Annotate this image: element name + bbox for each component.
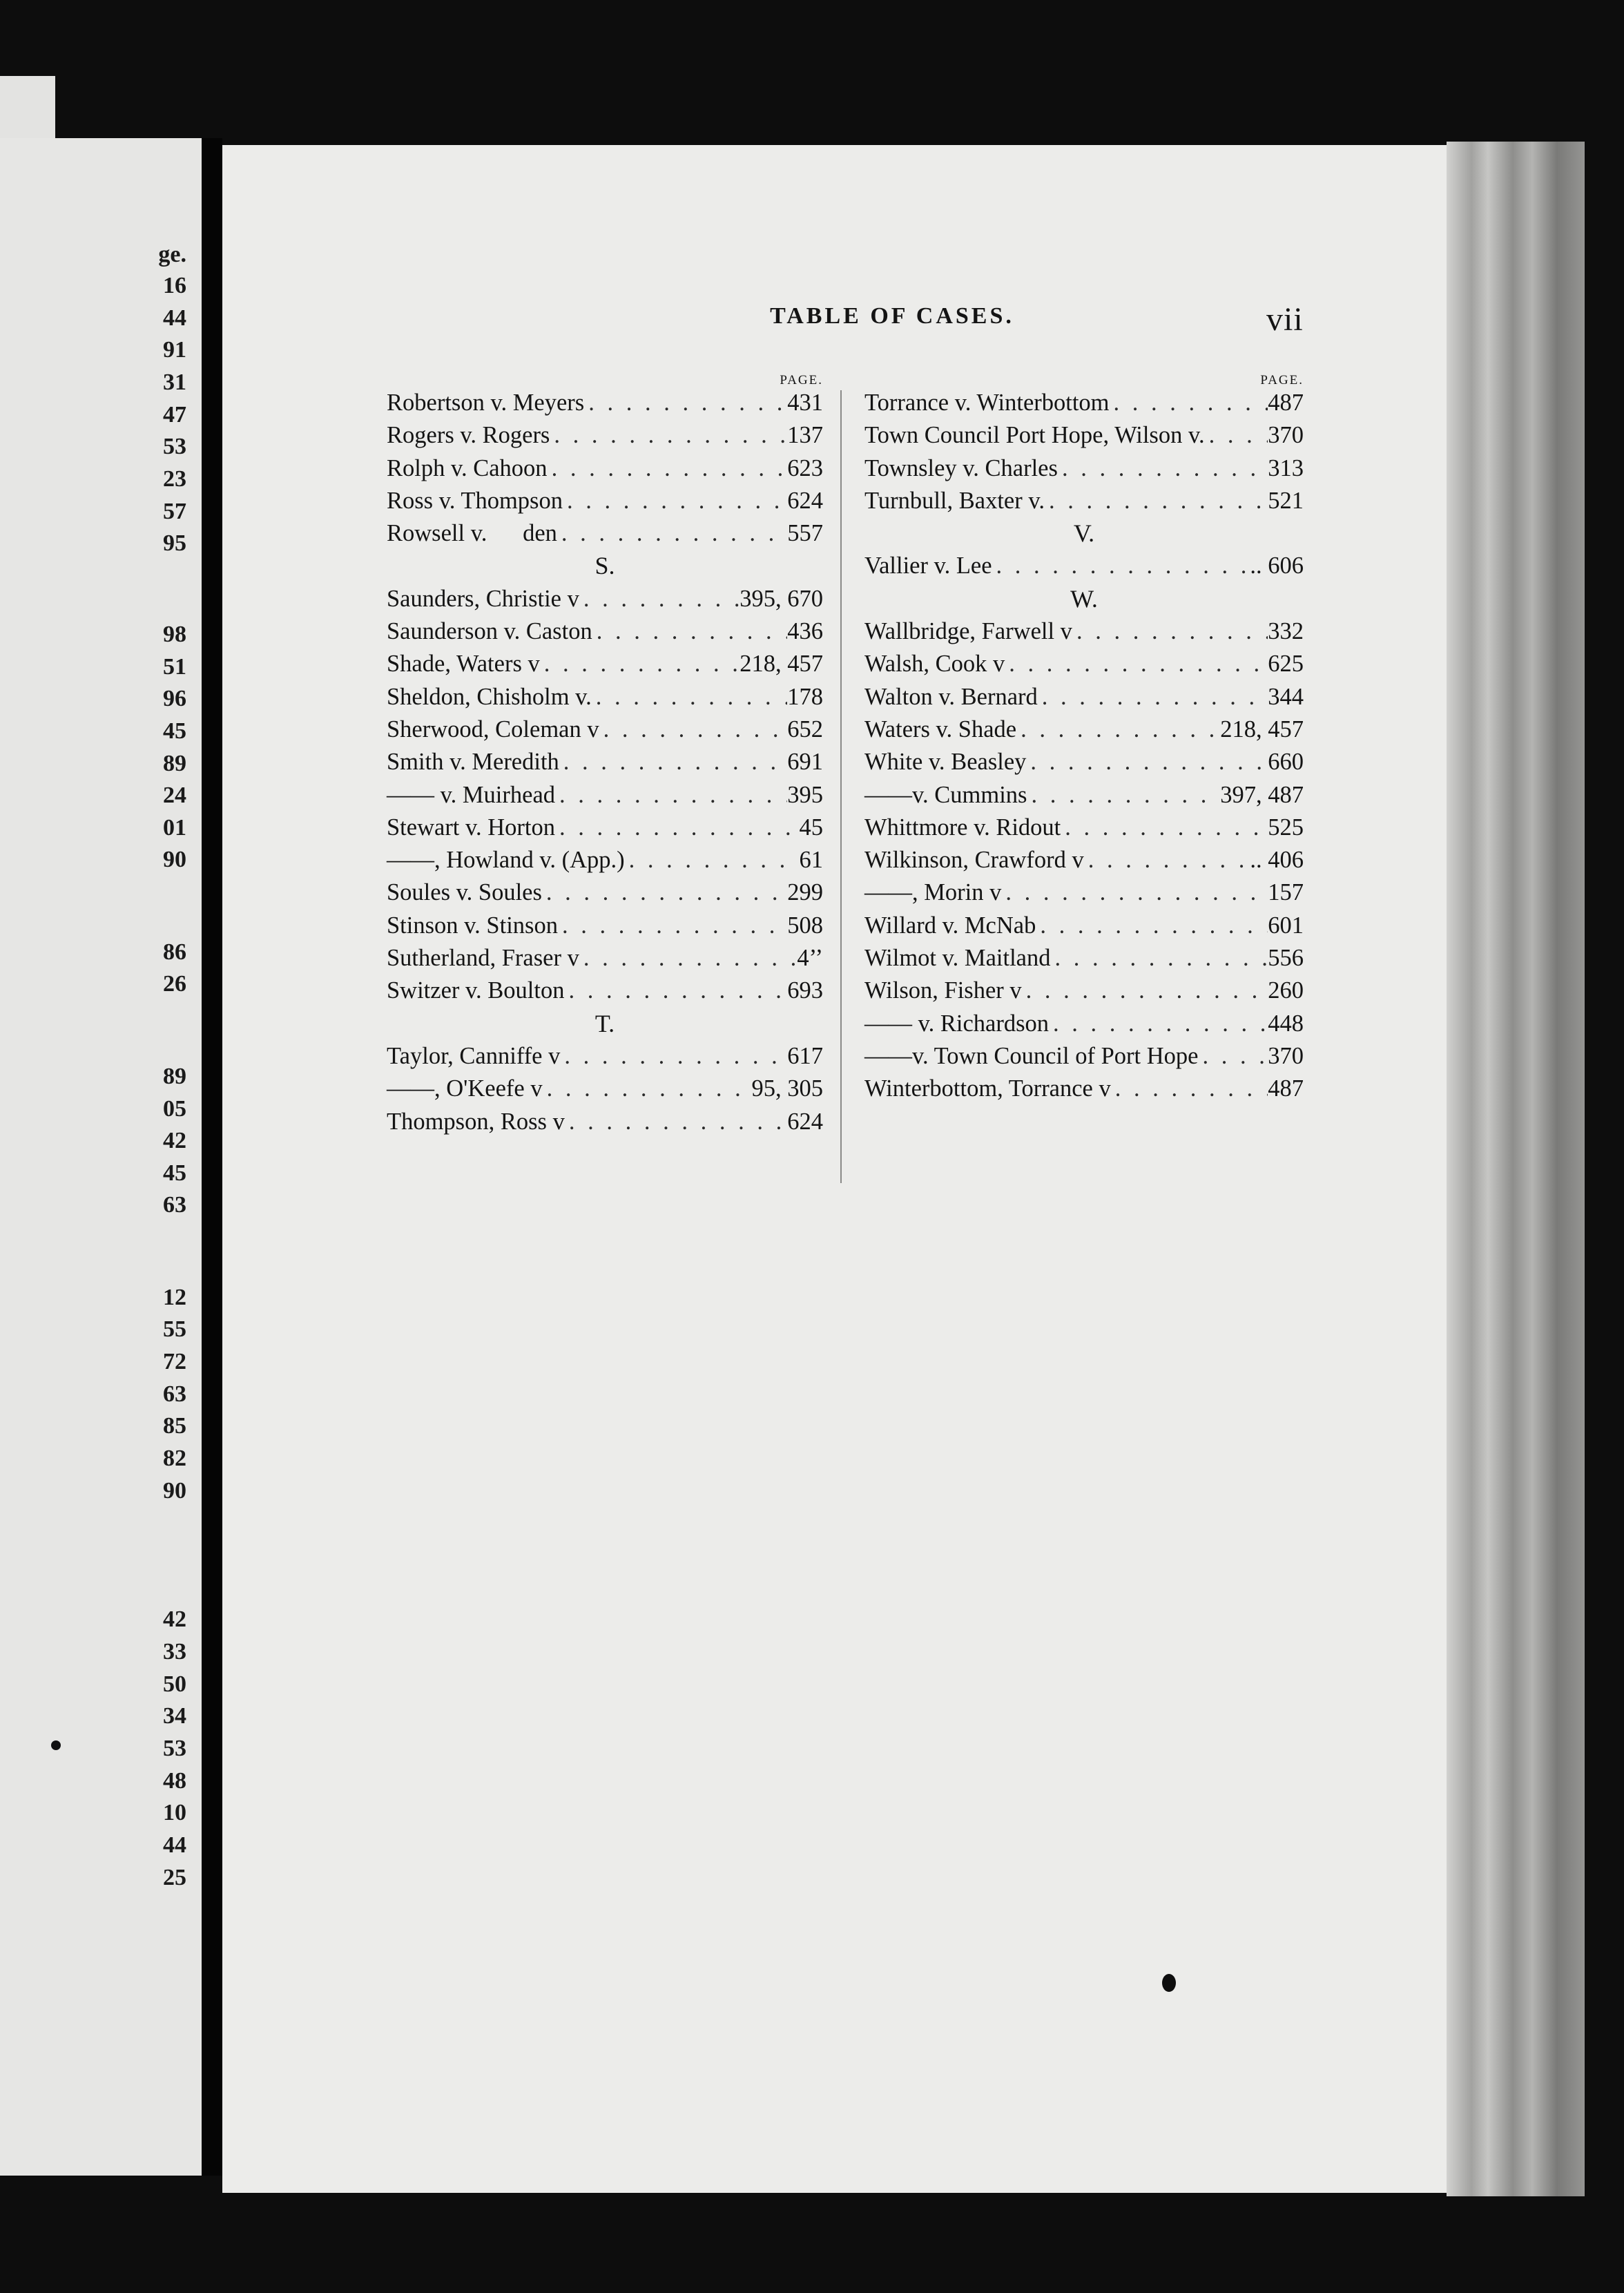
case-entry xyxy=(864,746,1304,778)
page-number: 45 xyxy=(799,814,823,841)
case-entry xyxy=(864,681,1304,713)
case-name: Whittmore v. Ridout xyxy=(864,814,1061,841)
dot-leader xyxy=(557,517,787,550)
case-entry xyxy=(387,1106,823,1138)
dot-leader xyxy=(1110,387,1268,419)
case-name: Robertson v. Meyers xyxy=(387,390,585,416)
facing-page-number: 25 xyxy=(163,1865,186,1890)
page-number: 332 xyxy=(1268,618,1304,645)
case-entry xyxy=(387,779,823,812)
dot-leader xyxy=(992,550,1250,582)
facing-page-number: 48 xyxy=(163,1768,186,1794)
case-entry xyxy=(864,419,1304,452)
facing-page-number: 96 xyxy=(163,686,186,711)
page-number: 218, 457 xyxy=(1220,716,1304,742)
page-number: 693 xyxy=(787,977,823,1004)
facing-page-number: 42 xyxy=(163,1128,186,1153)
dot-leader xyxy=(1016,713,1220,746)
case-entry xyxy=(387,517,823,550)
dot-leader xyxy=(564,975,787,1007)
section-letter: T. xyxy=(594,1009,615,1037)
page-number: 370 xyxy=(1268,1042,1304,1069)
case-name: ——, Howland v. (App.) xyxy=(387,847,625,874)
case-name: Wallbridge, Farwell v xyxy=(864,618,1072,645)
page-number: 525 xyxy=(1268,814,1304,841)
case-entry xyxy=(864,713,1304,746)
dot-leader xyxy=(625,844,800,876)
dot-leader xyxy=(1072,615,1268,648)
case-entry xyxy=(864,910,1304,942)
case-name: ——, Morin v xyxy=(864,879,1002,906)
page-number: 601 xyxy=(1268,912,1304,939)
column-rule xyxy=(840,390,842,1183)
facing-page xyxy=(0,138,202,2176)
page-number: 487 xyxy=(1268,390,1304,416)
case-name: Shade, Waters v xyxy=(387,651,540,678)
page-number: 624 xyxy=(787,1108,823,1135)
case-entry xyxy=(864,648,1304,680)
case-name: Wilmot v. Maitland xyxy=(864,945,1051,972)
page-number: 521 xyxy=(1268,487,1304,514)
section-letter: W. xyxy=(1070,584,1098,613)
facing-page-number: 82 xyxy=(163,1446,186,1471)
page-number: 313 xyxy=(1268,454,1304,481)
dot-leader xyxy=(1022,975,1268,1007)
page-number: 652 xyxy=(787,716,823,742)
dot-leader xyxy=(548,452,788,485)
facing-page-number: 42 xyxy=(163,1606,186,1632)
page-number: 625 xyxy=(1268,651,1304,678)
case-name: Saunders, Christie v xyxy=(387,585,579,612)
case-entry xyxy=(864,452,1304,485)
case-entry xyxy=(864,485,1304,517)
dot-leader xyxy=(1026,746,1268,778)
dot-leader xyxy=(550,419,787,452)
page-number: 95, 305 xyxy=(751,1075,823,1102)
case-name: —— v. Richardson xyxy=(864,1010,1050,1037)
facing-page-number: 50 xyxy=(163,1671,186,1697)
facing-page-number: 98 xyxy=(163,622,186,647)
case-name: Wilkinson, Crawford v xyxy=(864,847,1084,874)
facing-page-number: 33 xyxy=(163,1639,186,1664)
section-letter: S. xyxy=(594,552,615,580)
facing-page-number: 44 xyxy=(163,1832,186,1858)
dot-leader xyxy=(592,681,787,713)
facing-page-number: 45 xyxy=(163,718,186,744)
page-number: 660 xyxy=(1268,749,1304,776)
dot-leader xyxy=(1049,1008,1268,1040)
facing-page-number: 55 xyxy=(163,1316,186,1342)
case-name: Torrance v. Winterbottom xyxy=(864,390,1110,416)
page-number: 691 xyxy=(787,749,823,776)
case-name: —— v. Muirhead xyxy=(387,781,556,808)
dot-leader xyxy=(1111,1073,1268,1105)
case-name: Stewart v. Horton xyxy=(387,814,556,841)
facing-page-number: ge. xyxy=(158,242,186,267)
facing-page-number: 86 xyxy=(163,939,186,965)
page-column-header: PAGE. xyxy=(1260,373,1304,387)
case-name: Sheldon, Chisholm v. xyxy=(387,683,592,710)
facing-page-number: 05 xyxy=(163,1096,186,1122)
dot-leader xyxy=(1050,942,1268,975)
dot-leader xyxy=(1198,1040,1268,1073)
page-column-header: PAGE. xyxy=(780,373,823,387)
case-name: White v. Beasley xyxy=(864,749,1027,776)
dot-leader xyxy=(1038,681,1268,713)
dot-leader xyxy=(1061,812,1268,844)
dot-leader xyxy=(540,648,740,680)
page-number: 487 xyxy=(1268,1075,1304,1102)
case-name: Stinson v. Stinson xyxy=(387,912,558,939)
case-name: Sherwood, Coleman v xyxy=(387,716,599,742)
page-number: 370 xyxy=(1268,422,1304,449)
page-number: .. 606 xyxy=(1250,553,1304,579)
facing-page-number: 89 xyxy=(163,751,186,776)
page-number: 61 xyxy=(799,847,823,874)
dot-leader xyxy=(579,942,798,975)
dot-leader xyxy=(542,876,787,909)
case-name: Taylor, Canniffe v xyxy=(387,1042,561,1069)
case-name: ——v. Town Council of Port Hope xyxy=(864,1042,1199,1069)
ink-spot xyxy=(1162,1974,1176,1992)
facing-page-number: 34 xyxy=(163,1703,186,1729)
page-number: 344 xyxy=(1268,683,1304,710)
page-number: 178 xyxy=(787,683,823,710)
case-entry xyxy=(387,975,823,1007)
case-name: Vallier v. Lee xyxy=(864,553,992,579)
right-index-column xyxy=(864,373,1304,1106)
case-entry xyxy=(864,975,1304,1007)
facing-page-number: 53 xyxy=(163,1736,186,1761)
facing-page-number: 72 xyxy=(163,1349,186,1374)
page-number: 218, 457 xyxy=(740,651,823,678)
left-index-column xyxy=(387,373,823,1138)
dot-leader xyxy=(1027,779,1220,812)
page-number: 397, 487 xyxy=(1220,781,1304,808)
case-name: Rogers v. Rogers xyxy=(387,422,550,449)
case-name: ——, O'Keefe v xyxy=(387,1075,543,1102)
section-letter: V. xyxy=(1073,519,1095,548)
case-entry xyxy=(387,681,823,713)
case-entry xyxy=(387,615,823,648)
facing-page-number: 47 xyxy=(163,402,186,428)
dot-leader xyxy=(584,387,787,419)
page-number: 137 xyxy=(787,422,823,449)
case-entry xyxy=(387,387,823,419)
facing-page-number: 44 xyxy=(163,305,186,331)
dot-leader xyxy=(1005,648,1268,680)
case-name: Soules v. Soules xyxy=(387,879,542,906)
dot-leader xyxy=(558,910,787,942)
facing-page-number: 51 xyxy=(163,654,186,680)
case-name: Rowsell v. den xyxy=(387,520,557,547)
page-number: 431 xyxy=(787,390,823,416)
page-number: 395 xyxy=(787,781,823,808)
case-entry xyxy=(387,910,823,942)
dot-leader xyxy=(560,1040,787,1073)
case-name: Sutherland, Fraser v xyxy=(387,945,579,972)
case-entry xyxy=(864,812,1304,844)
case-name: ——v. Cummins xyxy=(864,781,1027,808)
case-entry xyxy=(864,844,1304,876)
case-entry xyxy=(864,779,1304,812)
case-entry xyxy=(864,1073,1304,1105)
dot-leader xyxy=(555,779,787,812)
book-gutter xyxy=(202,138,222,2176)
case-name: Thompson, Ross v xyxy=(387,1108,565,1135)
facing-page-number: 16 xyxy=(163,273,186,298)
page-number: 624 xyxy=(787,487,823,514)
page-number: 508 xyxy=(787,912,823,939)
page-number: .. 406 xyxy=(1250,847,1304,874)
case-name: Town Council Port Hope, Wilson v. xyxy=(864,422,1205,449)
facing-page-number: 85 xyxy=(163,1413,186,1439)
facing-page-number: 10 xyxy=(163,1800,186,1825)
facing-page-number: 45 xyxy=(163,1160,186,1186)
dot-leader xyxy=(592,615,788,648)
facing-page-number: 63 xyxy=(163,1192,186,1218)
page-number: 557 xyxy=(787,520,823,547)
dot-leader xyxy=(1036,910,1268,942)
case-name: Walton v. Bernard xyxy=(864,683,1038,710)
facing-page-number: 63 xyxy=(163,1381,186,1407)
case-name: Ross v. Thompson xyxy=(387,487,563,514)
case-entry xyxy=(864,876,1304,909)
case-entry xyxy=(387,1073,823,1105)
dot-leader xyxy=(543,1073,752,1105)
case-name: Saunderson v. Caston xyxy=(387,618,592,645)
case-entry xyxy=(387,844,823,876)
case-name: Switzer v. Boulton xyxy=(387,977,565,1004)
page-number: 448 xyxy=(1268,1010,1304,1037)
dot-leader xyxy=(563,485,787,517)
case-name: Turnbull, Baxter v. xyxy=(864,487,1045,514)
facing-page-number: 01 xyxy=(163,815,186,841)
dot-leader xyxy=(559,746,787,778)
case-entry xyxy=(387,485,823,517)
page-number: 617 xyxy=(787,1042,823,1069)
facing-page-number: 26 xyxy=(163,971,186,997)
case-entry xyxy=(387,812,823,844)
case-entry xyxy=(387,583,823,615)
case-entry xyxy=(387,746,823,778)
case-name: Waters v. Shade xyxy=(864,716,1017,742)
case-entry xyxy=(864,1008,1304,1040)
page-number: 260 xyxy=(1268,977,1304,1004)
facing-page-number: 90 xyxy=(163,1478,186,1504)
case-entry xyxy=(864,387,1304,419)
page-number: 4’’ xyxy=(797,945,823,972)
case-entry xyxy=(864,942,1304,975)
case-entry xyxy=(387,452,823,485)
facing-page-number: 31 xyxy=(163,370,186,395)
case-entry xyxy=(387,648,823,680)
dot-leader xyxy=(565,1106,787,1138)
page-number: 395, 670 xyxy=(740,585,823,612)
case-entry xyxy=(387,713,823,746)
case-entry xyxy=(387,876,823,909)
page-number: 623 xyxy=(787,454,823,481)
page-number: 299 xyxy=(787,879,823,906)
ink-spot xyxy=(51,1740,61,1750)
case-entry xyxy=(387,1040,823,1073)
folio: vii xyxy=(1266,301,1304,338)
facing-page-number: 89 xyxy=(163,1064,186,1089)
case-entry xyxy=(864,1040,1304,1073)
case-entry xyxy=(864,550,1304,582)
case-name: Wilson, Fisher v xyxy=(864,977,1022,1004)
dot-leader xyxy=(599,713,788,746)
dot-leader xyxy=(579,583,740,615)
facing-page-number: 53 xyxy=(163,434,186,459)
case-entry xyxy=(387,419,823,452)
page-number: 157 xyxy=(1268,879,1304,906)
facing-page-number: 24 xyxy=(163,783,186,808)
facing-page-number: 95 xyxy=(163,530,186,556)
case-name: Willard v. McNab xyxy=(864,912,1036,939)
facing-page-number: 90 xyxy=(163,847,186,872)
dot-leader xyxy=(1205,419,1268,452)
dot-leader xyxy=(1001,876,1268,909)
case-name: Townsley v. Charles xyxy=(864,454,1058,481)
facing-page-number: 57 xyxy=(163,499,186,524)
dot-leader xyxy=(1045,485,1268,517)
case-name: Walsh, Cook v xyxy=(864,651,1005,678)
page-edges xyxy=(1447,142,1585,2196)
page-header xyxy=(222,300,1451,342)
case-entry xyxy=(864,615,1304,648)
dot-leader xyxy=(555,812,799,844)
page-number: 556 xyxy=(1268,945,1304,972)
case-entry xyxy=(387,942,823,975)
case-name: Rolph v. Cahoon xyxy=(387,454,548,481)
facing-page-number: 91 xyxy=(163,337,186,363)
dot-leader xyxy=(1084,844,1250,876)
facing-page-number: 23 xyxy=(163,466,186,492)
dot-leader xyxy=(1058,452,1268,485)
case-name: Smith v. Meredith xyxy=(387,749,559,776)
facing-page-number: 12 xyxy=(163,1285,186,1310)
case-name: Winterbottom, Torrance v xyxy=(864,1075,1111,1102)
page-number: 436 xyxy=(787,618,823,645)
running-title: TABLE OF CASES. xyxy=(770,303,1014,329)
